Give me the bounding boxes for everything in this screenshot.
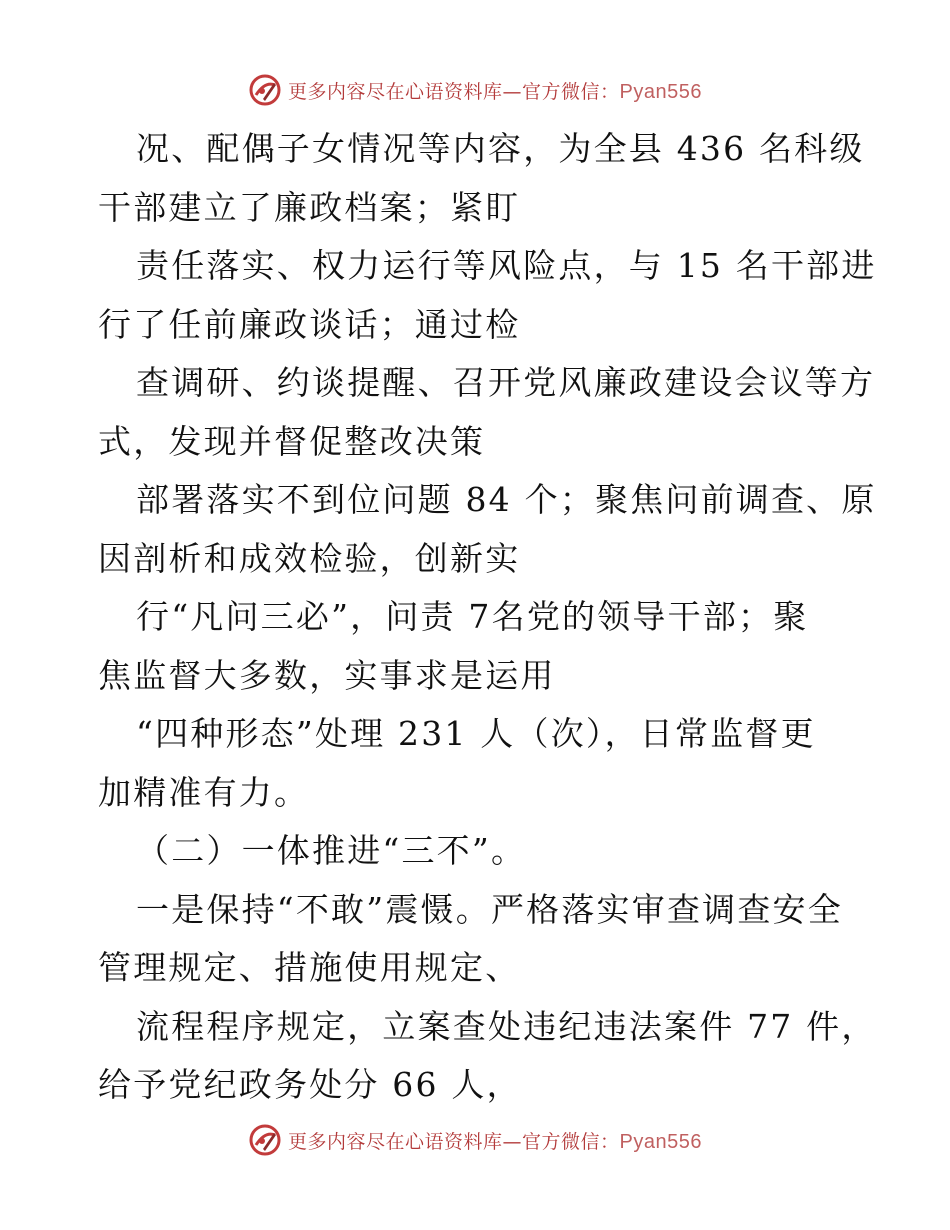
- paragraph-line: 行了任前廉政谈话；通过检: [98, 304, 521, 344]
- paragraph-line: 干部建立了廉政档案；紧盯: [98, 187, 521, 227]
- paragraph: [98, 588, 858, 705]
- section-heading: [98, 822, 858, 881]
- paragraph-line: 管理规定、措施使用规定、: [98, 948, 521, 987]
- paragraph-line: 查调研、约谈提醒、召开党风廉政建设会议等方: [136, 363, 876, 402]
- paragraph: [98, 998, 877, 1115]
- paragraph: [98, 471, 877, 588]
- paragraph-line: 焦监督大多数，实事求是运用: [98, 655, 556, 695]
- paragraph: [98, 705, 858, 822]
- paragraph-line: （二）一体推进“三不”。: [136, 831, 527, 870]
- brand-logo-icon: [248, 73, 282, 107]
- paragraph: [98, 881, 858, 998]
- watermark-text: 更多内容尽在心语资料库—官方微信：Pyan556: [288, 80, 702, 103]
- paragraph: [98, 354, 876, 471]
- watermark-text: 更多内容尽在心语资料库—官方微信：Pyan556: [288, 1130, 702, 1153]
- paragraph-line: 因剖析和成效检验，创新实: [98, 538, 521, 578]
- paragraph-line: 况、配偶子女情况等内容，为全县 436 名科级: [136, 129, 865, 168]
- paragraph: [98, 120, 865, 237]
- header-watermark: [0, 70, 950, 110]
- paragraph-line: “四种形态”处理 231 人（次），日常监督更: [136, 714, 816, 753]
- paragraph-line: 流程程序规定，立案查处违纪违法案件 77 件，: [136, 1006, 877, 1046]
- paragraph-line: 部署落实不到位问题 84 个；聚焦问前调查、原: [136, 480, 877, 519]
- document-body: [98, 120, 877, 1115]
- paragraph-line: 式，发现并督促整改决策: [98, 421, 486, 461]
- paragraph-line: 责任落实、权力运行等风险点，与 15 名干部进: [136, 246, 877, 285]
- paragraph: [98, 237, 877, 354]
- paragraph-line: 一是保持“不敢”震慑。严格落实审查调查安全: [136, 889, 843, 929]
- paragraph-line: 行“凡问三必”，问责 7名党的领导干部；聚: [136, 597, 809, 636]
- paragraph-line: 给予党纪政务处分 66 人，: [98, 1065, 522, 1104]
- paragraph-line: 加精准有力。: [98, 772, 310, 812]
- brand-logo-icon: [248, 1123, 282, 1157]
- footer-watermark: [0, 1120, 950, 1160]
